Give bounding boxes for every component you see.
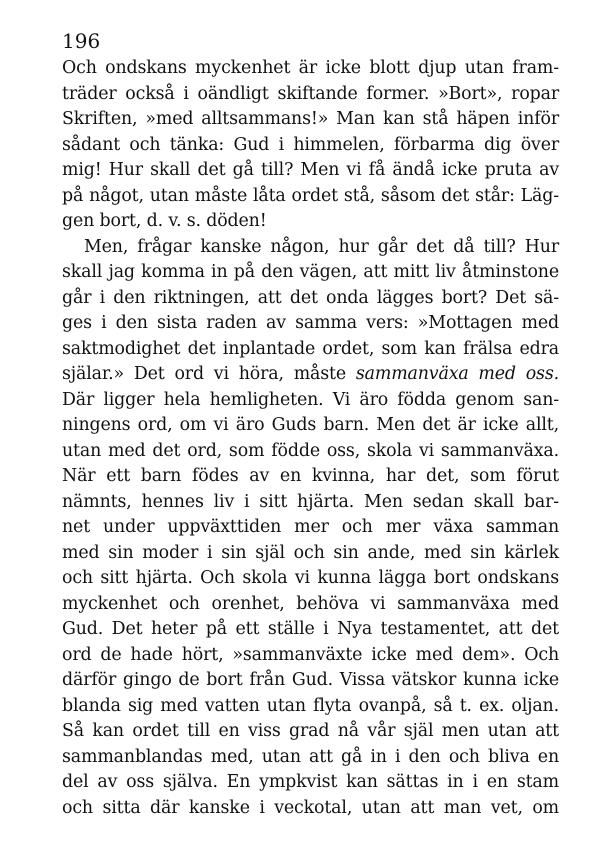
text-line: ningens ord, om vi äro Guds barn. Men det är icke allt, xyxy=(62,415,559,435)
text-line: blanda sig med vatten utan flyta ovanpå, så t. ex. oljan. xyxy=(62,695,559,716)
text-line: utan med det ord, som födde oss, skola vi sammanväxa. xyxy=(62,440,559,461)
text-line: Och ondskans myckenhet är icke blott djup utan fram- xyxy=(62,58,559,78)
text-line: saktmodighet det inplantade ordet, som kan frälsa edra xyxy=(62,338,559,359)
text-line: skall jag komma in på den vägen, att mitt liv åtminstone xyxy=(62,262,559,282)
text-line: ges i den sista raden av samma vers: »Mottagen med xyxy=(62,313,559,333)
text-line: nämnts, hennes liv i sitt hjärta. Men sedan skall bar- xyxy=(62,491,559,512)
text-line: Skriften, »med alltsammans!» Man kan stå häpen inför xyxy=(62,109,559,129)
text-line-with-emphasis xyxy=(62,362,559,388)
text-line: träder också i oändligt skiftande former. »Bort», ropar xyxy=(62,83,559,104)
text-line: och sitta där kanske i veckotal, utan att man vet, om xyxy=(62,797,559,818)
text-line: på något, utan måste låta ordet stå, såsom det står: Läg- xyxy=(62,185,559,206)
page-number: 196 xyxy=(62,29,101,53)
text-line: Där ligger hela hemligheten. Vi äro födda genom san- xyxy=(62,389,559,410)
text-line: går i den riktningen, att det onda lägges bort? Det sä- xyxy=(62,287,559,308)
text-line: gen bort, d. v. s. döden! xyxy=(62,211,267,231)
emphasized-phrase: sammanväxa med oss. xyxy=(355,364,559,384)
text-line: därför gingo de bort från Gud. Vissa vätskor kunna icke xyxy=(62,670,559,690)
text-line: När ett barn födes av en kvinna, har det, som förut xyxy=(62,466,559,486)
text-line: och sitt hjärta. Och skola vi kunna lägga bort ondskans xyxy=(62,568,559,588)
text-line: Så kan ordet till en viss grad nå vår själ men utan att xyxy=(62,721,559,741)
text-line: med sin moder i sin själ och sin ande, med sin kärlek xyxy=(62,542,559,563)
text-line: del av oss själva. En ympkvist kan sättas in i en stam xyxy=(62,772,559,792)
text-line: sammanblandas med, utan att gå in i den och bliva en xyxy=(62,746,559,767)
text-line: Gud. Det heter på ett ställe i Nya testamentet, att det xyxy=(62,619,559,639)
text-line: sådant och tänka: Gud i himmelen, förbarma dig över xyxy=(62,134,559,155)
line-plain-part: själar.» Det ord vi höra, måste xyxy=(62,364,356,384)
body-text xyxy=(62,56,559,821)
text-line: mig! Hur skall det gå till? Men vi få ändå icke pruta av xyxy=(62,160,559,180)
text-line: ord de hade hört, »sammanväxte icke med dem». Och xyxy=(62,644,559,665)
paragraph-start-line: Men, frågar kanske någon, hur går det då till? Hur xyxy=(84,236,559,257)
text-line: myckenhet och orenhet, behöva vi sammanväxa med xyxy=(62,593,559,614)
text-line: net under uppväxttiden mer och mer växa samman xyxy=(62,517,559,537)
